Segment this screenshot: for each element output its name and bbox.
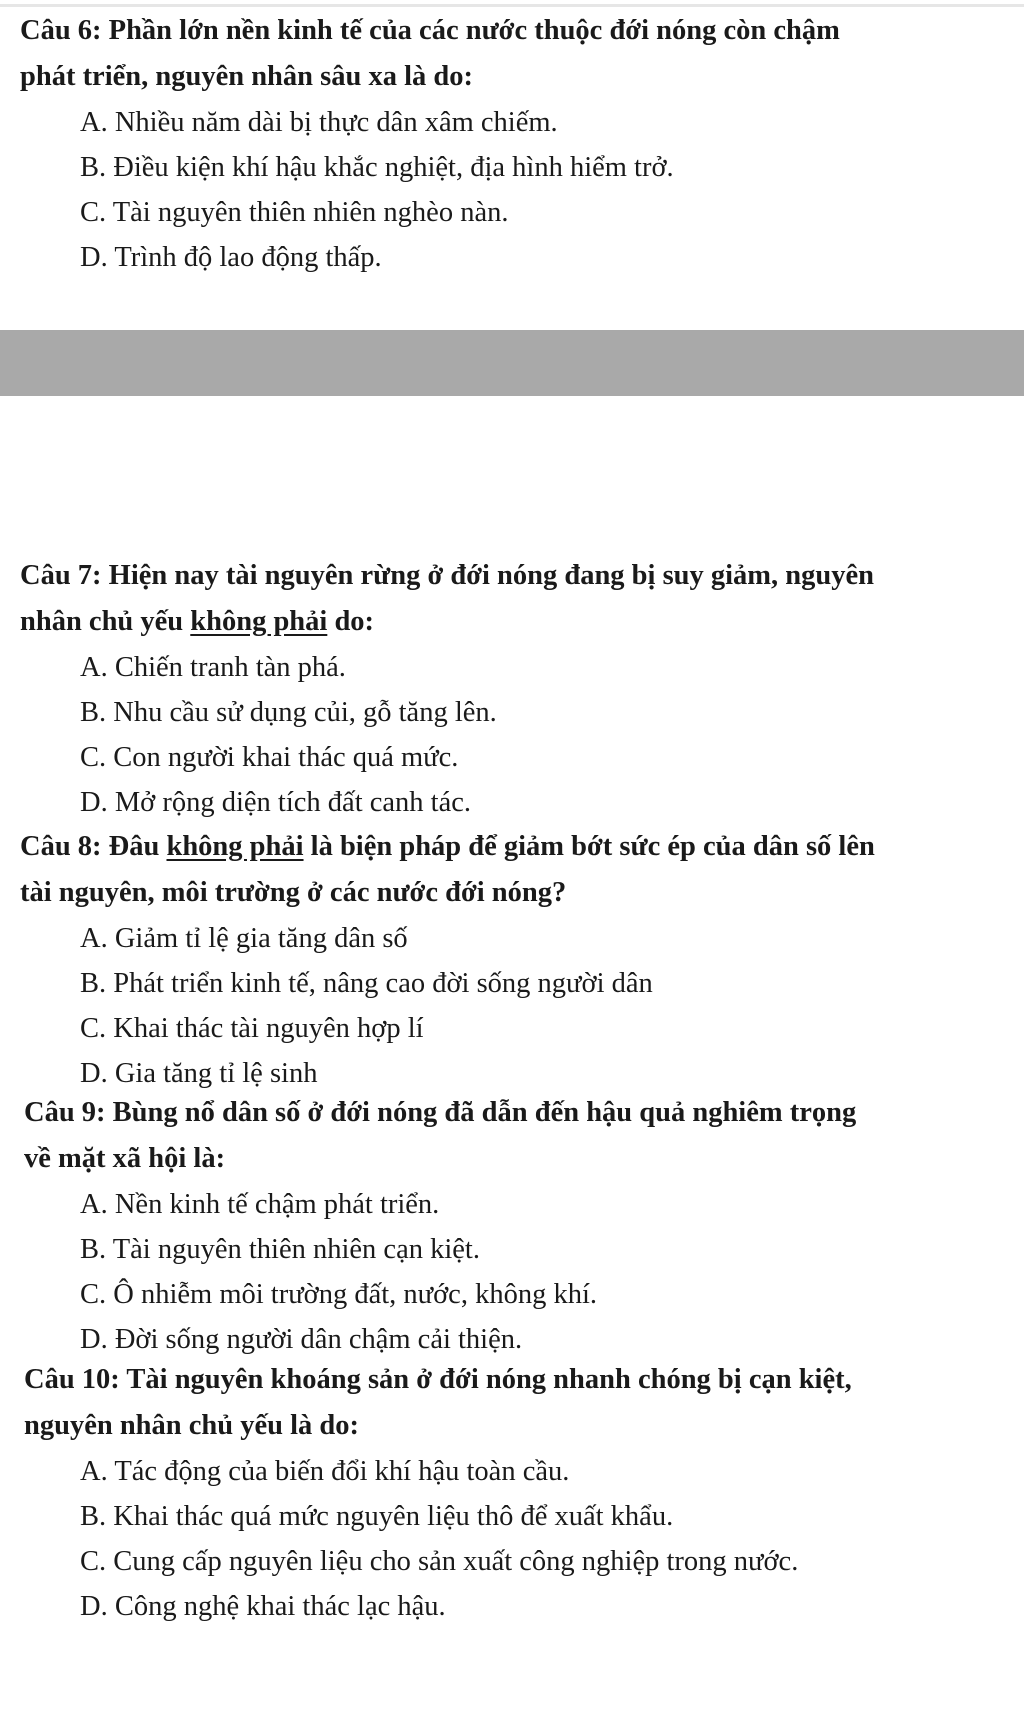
option-b: B. Khai thác quá mức nguyên liệu thô để xuất khẩu. xyxy=(80,1501,674,1532)
option-c: C. Cung cấp nguyên liệu cho sản xuất công nghiệp trong nước. xyxy=(80,1546,799,1577)
option-c: C. Con người khai thác quá mức. xyxy=(80,742,459,773)
option-a: A. Nền kinh tế chậm phát triển. xyxy=(80,1189,440,1220)
stem-line: Câu 6: Phần lớn nền kinh tế của các nước thuộc đới nóng còn chậm xyxy=(20,15,840,46)
question-6 xyxy=(0,8,1024,280)
stem-line: phát triển, nguyên nhân sâu xa là do: xyxy=(20,61,473,92)
option-d: D. Mở rộng diện tích đất canh tác. xyxy=(80,787,471,818)
option-a: A. Tác động của biến đổi khí hậu toàn cầu. xyxy=(80,1456,570,1487)
stem-line: tài nguyên, môi trường ở các nước đới nóng? xyxy=(20,877,567,908)
stem-line: nhân chủ yếu không phải do: xyxy=(20,606,375,637)
question-stem xyxy=(0,553,1024,645)
question-stem xyxy=(0,8,1024,100)
option-a: A. Chiến tranh tàn phá. xyxy=(80,652,346,683)
stem-line: về mặt xã hội là: xyxy=(24,1143,226,1174)
stem-line: Câu 7: Hiện nay tài nguyên rừng ở đới nóng đang bị suy giảm, nguyên xyxy=(20,560,874,591)
emphasis-not: không phải xyxy=(190,606,328,637)
option-d: D. Gia tăng tỉ lệ sinh xyxy=(80,1058,318,1089)
answer-options xyxy=(0,100,1024,280)
answer-options xyxy=(0,1449,1024,1629)
option-b: B. Nhu cầu sử dụng củi, gỗ tăng lên. xyxy=(80,697,497,728)
emphasis-not: không phải xyxy=(166,831,304,862)
option-b: B. Phát triển kinh tế, nâng cao đời sống người dân xyxy=(80,968,653,999)
page-separator xyxy=(0,330,1024,396)
question-stem xyxy=(0,1357,1024,1449)
option-b: B. Tài nguyên thiên nhiên cạn kiệt. xyxy=(80,1234,480,1265)
question-stem xyxy=(0,824,1024,916)
answer-options xyxy=(0,645,1024,825)
question-9 xyxy=(0,1090,1024,1362)
option-b: B. Điều kiện khí hậu khắc nghiệt, địa hình hiểm trở. xyxy=(80,152,674,183)
option-c: C. Tài nguyên thiên nhiên nghèo nàn. xyxy=(80,197,509,228)
option-d: D. Công nghệ khai thác lạc hậu. xyxy=(80,1591,446,1622)
stem-line: Câu 9: Bùng nổ dân số ở đới nóng đã dẫn đến hậu quả nghiêm trọng xyxy=(24,1097,857,1128)
option-d: D. Trình độ lao động thấp. xyxy=(80,242,382,273)
option-c: C. Khai thác tài nguyên hợp lí xyxy=(80,1013,424,1044)
stem-line: nguyên nhân chủ yếu là do: xyxy=(24,1410,359,1441)
answer-options xyxy=(0,916,1024,1096)
question-10 xyxy=(0,1357,1024,1629)
stem-line: Câu 10: Tài nguyên khoáng sản ở đới nóng nhanh chóng bị cạn kiệt, xyxy=(24,1364,852,1395)
option-d: D. Đời sống người dân chậm cải thiện. xyxy=(80,1324,523,1355)
question-7 xyxy=(0,553,1024,825)
question-8 xyxy=(0,824,1024,1096)
option-a: A. Giảm tỉ lệ gia tăng dân số xyxy=(80,923,408,954)
option-c: C. Ô nhiễm môi trường đất, nước, không khí. xyxy=(80,1279,597,1310)
answer-options xyxy=(0,1182,1024,1362)
option-a: A. Nhiều năm dài bị thực dân xâm chiếm. xyxy=(80,107,558,138)
top-rule xyxy=(0,4,1024,7)
stem-line: Câu 8: Đâu không phải là biện pháp để giảm bớt sức ép của dân số lên xyxy=(20,831,875,862)
question-stem xyxy=(0,1090,1024,1182)
